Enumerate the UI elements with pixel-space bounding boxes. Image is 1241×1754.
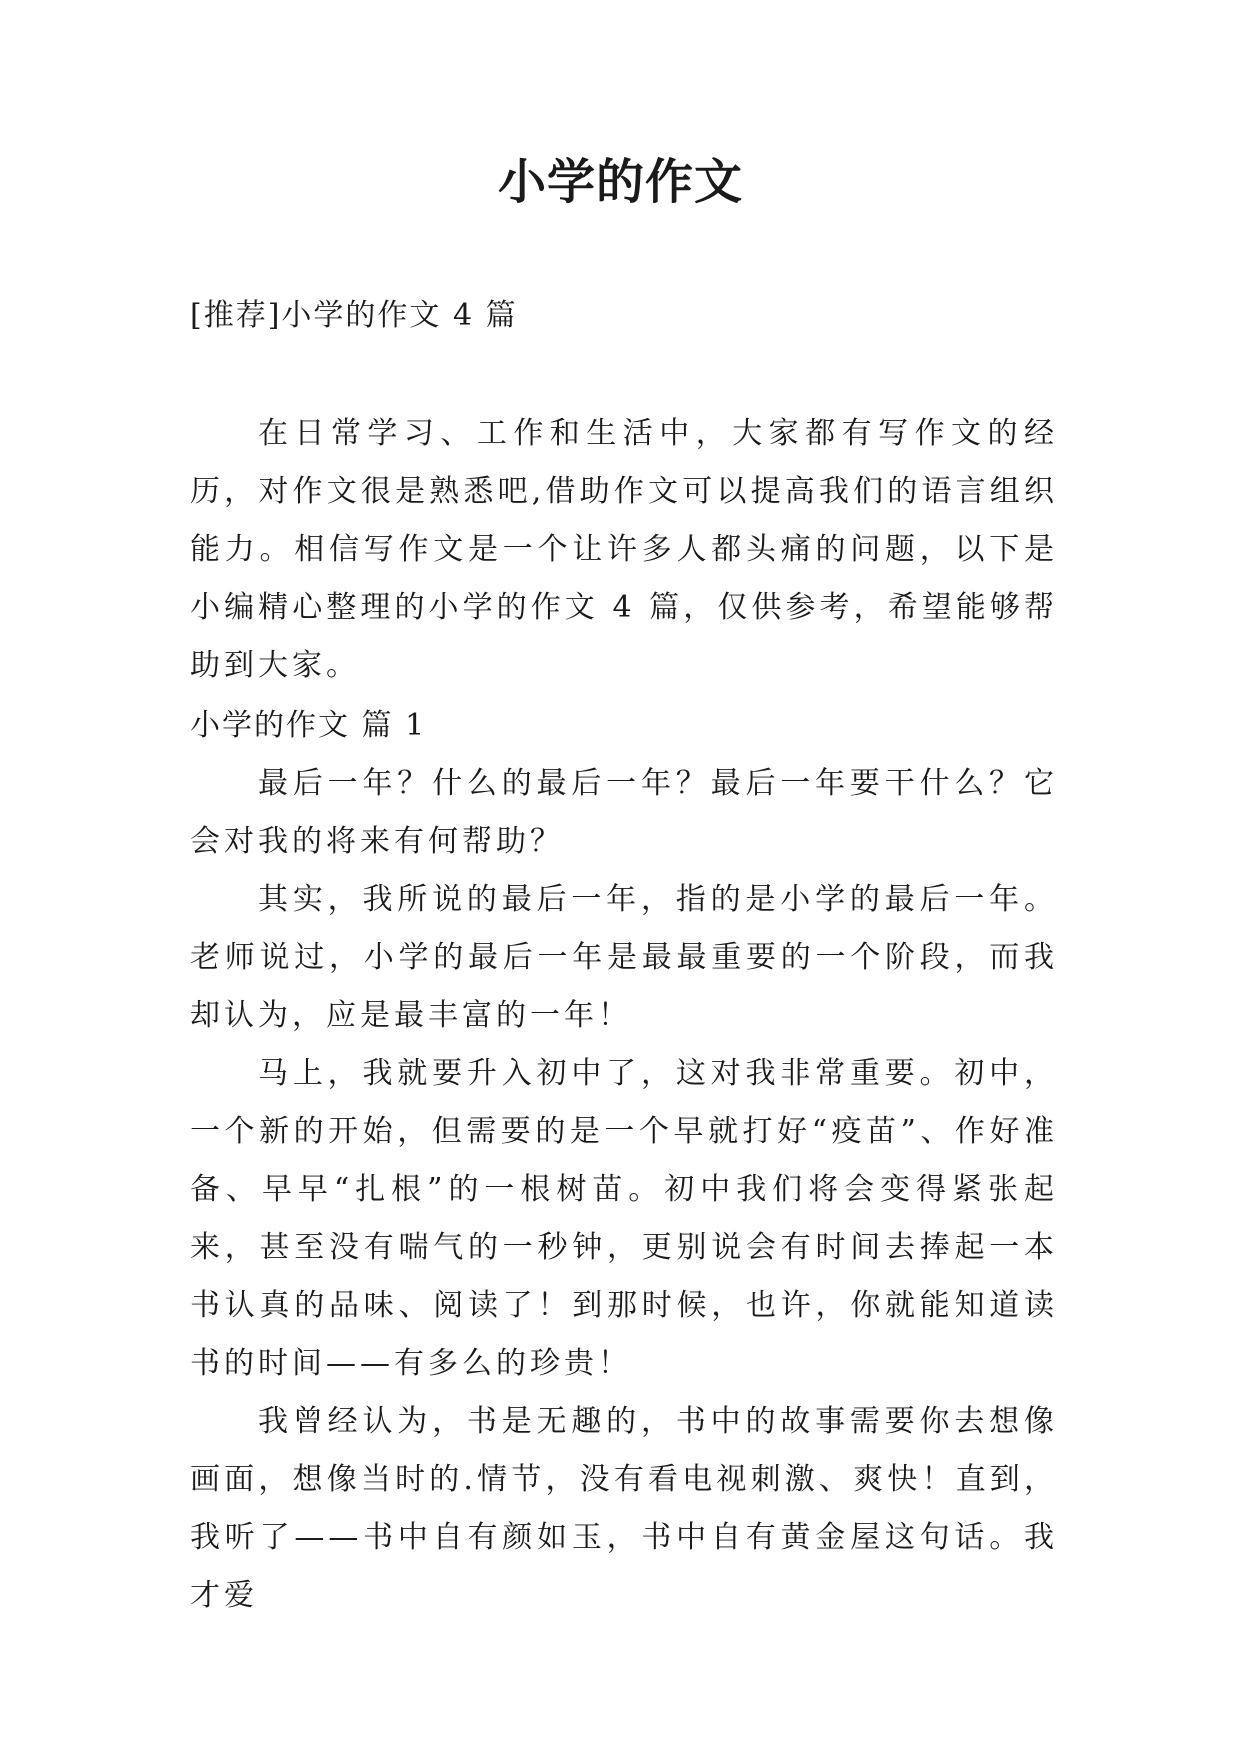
- body-paragraph: 其实，我所说的最后一年，指的是小学的最后一年。老师说过，小学的最后一年是最最重要的一个阶段，而我却认为，应是最丰富的一年！: [190, 882, 1058, 1033]
- document-title: 小学的作文: [497, 154, 743, 210]
- intro-section: [190, 405, 1058, 695]
- document-subtitle: [推荐]小学的作文 4 篇: [190, 298, 518, 333]
- section-heading: 小学的作文 篇 1: [190, 708, 427, 743]
- body-paragraph: 马上，我就要升入初中了，这对我非常重要。初中，一个新的开始，但需要的是一个早就打好“疫苗”、作好准备、早早“扎根”的一根树苗。初中我们将会变得紧张起来，甚至没有喘气的一秒钟，更别说会有时间去捧起一本书认真的品味、阅读了！到那时候，也许，你就能知道读书的时间——有多么的珍贵！: [190, 1056, 1058, 1381]
- intro-paragraph: 在日常学习、工作和生活中，大家都有写作文的经历，对作文很是熟悉吧,借助作文可以提高我们的语言组织能力。相信写作文是一个让许多人都头痛的问题，以下是小编精心整理的小学的作文 4 篇，仅供参考，希望能够帮助到大家。: [190, 416, 1058, 683]
- essay-section-1: [190, 697, 1058, 1625]
- body-paragraph: 最后一年？什么的最后一年？最后一年要干什么？它会对我的将来有何帮助？: [190, 766, 1058, 859]
- body-paragraph: 我曾经认为，书是无趣的，书中的故事需要你去想像画面，想像当时的.情节，没有看电视刺激、爽快！直到，我听了——书中自有颜如玉，书中自有黄金屋这句话。我才爱: [190, 1404, 1058, 1613]
